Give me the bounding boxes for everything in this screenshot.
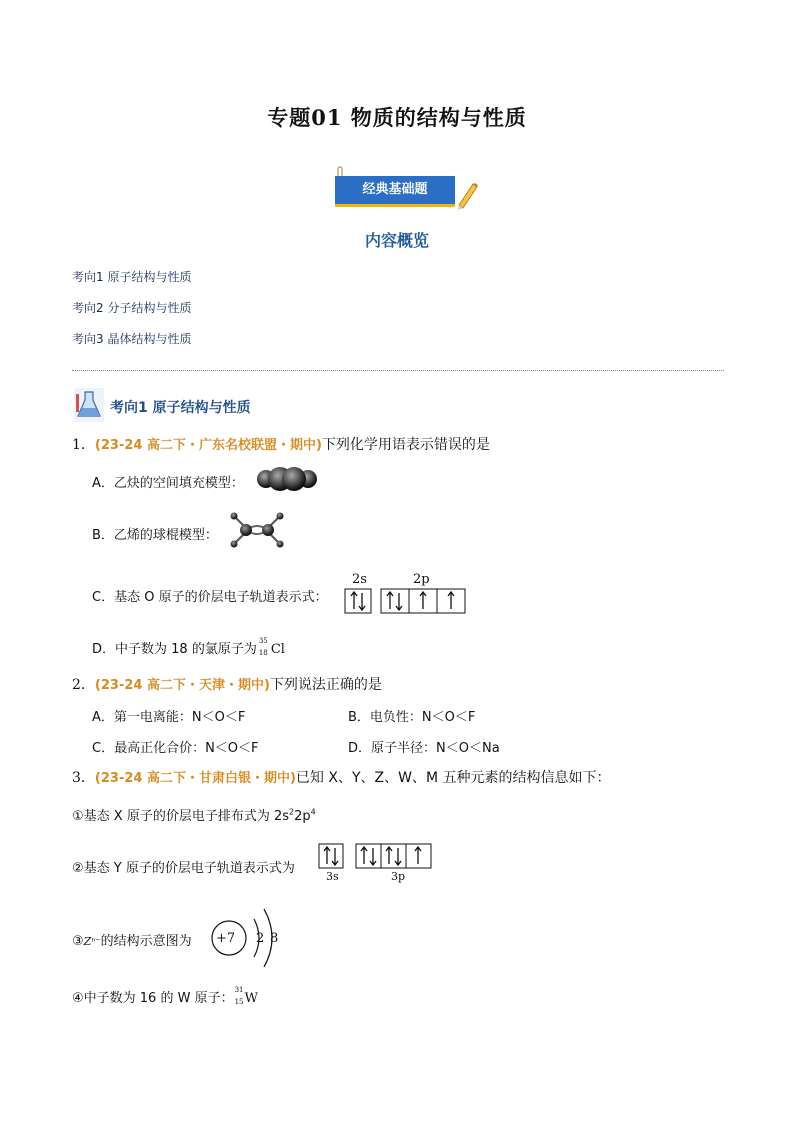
lab-flask-icon <box>74 388 104 422</box>
superscript: 4 <box>310 807 316 817</box>
badge-label: 经典基础题 <box>335 176 455 207</box>
oxygen-orbital-diagram <box>344 588 466 614</box>
question-text: 已知 X、Y、Z、W、M 五种元素的结构信息如下： <box>295 770 611 786</box>
q3-info-2: ②基态 Y 原子的价层电子轨道表示式为 <box>72 861 295 876</box>
question-number: 1． <box>72 437 95 453</box>
toc-item-1[interactable]: 考向1 原子结构与性质 <box>72 270 192 284</box>
shell-1-electrons: 2 <box>256 931 265 946</box>
toc-item-3[interactable]: 考向3 晶体结构与性质 <box>72 332 192 346</box>
overview-heading: 内容概览 <box>364 231 429 250</box>
info-3-text: 的结构示意图为 <box>100 934 192 949</box>
ion-charge: ⁿ⁻ <box>91 937 101 948</box>
element-symbol: Cl <box>270 642 285 657</box>
q2-option-b[interactable]: B．电负性：N＜O＜F <box>348 710 476 725</box>
q1-option-d-text: D．中子数为 18 的氯原子为 <box>92 642 257 657</box>
element-symbol: W <box>244 991 258 1006</box>
question-3-stem <box>72 767 610 787</box>
superscript: 2 <box>289 807 295 817</box>
q1-option-a[interactable]: A．乙炔的空间填充模型： <box>92 476 244 491</box>
q3-info-1 <box>72 805 316 824</box>
orbital-label-3p: 3p <box>391 870 406 883</box>
info-1-text-mid: 2p <box>294 809 311 824</box>
ethylene-ball-stick-model <box>228 510 286 550</box>
page-title: 专题01 物质的结构与性质 <box>267 105 527 130</box>
nucleus-charge: +7 <box>216 931 236 946</box>
q3-info-4 <box>72 987 258 1006</box>
y-orbital-diagram <box>318 843 432 869</box>
toc-item-2[interactable]: 考向2 分子结构与性质 <box>72 301 192 315</box>
orbital-label-2p: 2p <box>413 572 430 587</box>
q1-option-b[interactable]: B．乙烯的球棍模型： <box>92 528 218 543</box>
atomic-number: 18 <box>258 648 268 657</box>
question-text: 下列化学用语表示错误的是 <box>321 437 490 453</box>
info-4-text: ④中子数为 16 的 W 原子： <box>72 991 234 1006</box>
acetylene-space-filling-model <box>256 465 318 493</box>
shell-2-electrons: 8 <box>270 931 279 946</box>
q1-option-c[interactable]: C．基态 O 原子的价层电子轨道表示式： <box>92 590 328 605</box>
mass-number: 35 <box>258 636 268 645</box>
info-3-marker: ③ <box>72 934 84 949</box>
ion-symbol: Z <box>83 935 92 948</box>
question-number: 3． <box>72 770 95 786</box>
orbital-label-2s: 2s <box>352 572 367 587</box>
q2-option-c[interactable]: C．最高正化合价：N＜O＜F <box>92 741 259 756</box>
mass-number: 31 <box>234 985 244 994</box>
classic-basic-badge <box>335 168 485 214</box>
atomic-number: 15 <box>234 997 244 1006</box>
isotope-notation <box>234 985 245 1006</box>
question-source: (23-24 高二下・天津・期中) <box>94 678 270 693</box>
pencil-icon <box>455 182 479 212</box>
question-source: (23-24 高二下・甘肃白银・期中) <box>94 771 296 786</box>
section-heading: 考向1 原子结构与性质 <box>110 400 251 416</box>
q2-option-a[interactable]: A．第一电离能：N＜O＜F <box>92 710 246 725</box>
q3-info-3 <box>72 930 192 949</box>
question-2-stem <box>72 674 382 694</box>
question-number: 2． <box>72 677 95 693</box>
orbital-label-3s: 3s <box>326 870 339 883</box>
q2-option-d[interactable]: D．原子半径：N＜O＜Na <box>348 741 500 756</box>
info-1-text: ①基态 X 原子的价层电子排布式为 2s <box>72 809 290 824</box>
q1-option-d[interactable] <box>92 638 285 657</box>
section-divider <box>72 370 724 371</box>
question-text: 下列说法正确的是 <box>269 677 382 693</box>
question-source: (23-24 高二下・广东名校联盟・期中) <box>94 438 322 453</box>
question-1-stem <box>72 434 490 454</box>
isotope-notation <box>257 636 271 657</box>
